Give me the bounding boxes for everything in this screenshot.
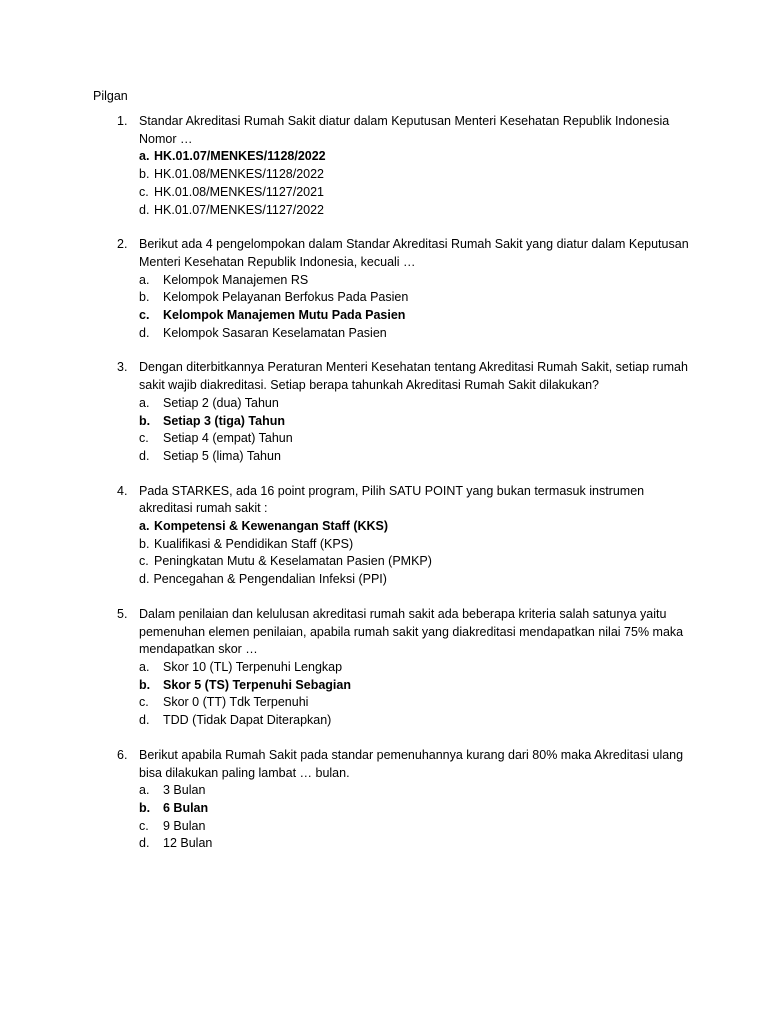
option-d: d. 12 Bulan xyxy=(139,836,213,851)
option-c: c. Kelompok Manajemen Mutu Pada Pasien xyxy=(139,308,406,323)
option-d: d. Setiap 5 (lima) Tahun xyxy=(139,448,281,463)
option-b: b. HK.01.08/MENKES/1128/2022 xyxy=(139,167,325,182)
option-c: c. 9 Bulan xyxy=(139,818,206,833)
option-a: a. Kompetensi & Kewenangan Staff (KKS) xyxy=(139,519,389,534)
option-b: b. Kualifikasi & Pendidikan Staff (KPS) xyxy=(139,536,354,551)
question-number: 1. xyxy=(117,114,128,128)
option-b: b. Setiap 3 (tiga) Tahun xyxy=(139,413,285,428)
option-d: d. Kelompok Sasaran Keselamatan Pasien xyxy=(139,325,387,340)
question-3 xyxy=(93,359,693,465)
option-a: a. 3 Bulan xyxy=(139,783,206,798)
question-2 xyxy=(93,236,693,342)
question-stem: Pada STARKES, ada 16 point program, Pilih SATU POINT yang bukan termasuk instrumen akreditasi rumah sakit : xyxy=(139,483,645,516)
question-stem: Standar Akreditasi Rumah Sakit diatur dalam Keputusan Menteri Kesehatan Republik Indonesia Nomor … xyxy=(139,114,670,146)
question-number: 6. xyxy=(117,747,128,762)
question-list xyxy=(93,113,693,870)
option-b: b. 6 Bulan xyxy=(139,800,209,815)
option-c: c. Peningkatan Mutu & Keselamatan Pasien (PMKP) xyxy=(139,554,432,569)
option-c: c. Setiap 4 (empat) Tahun xyxy=(139,431,293,446)
question-number: 2. xyxy=(117,237,128,252)
option-a: a. Setiap 2 (dua) Tahun xyxy=(139,395,279,410)
question-1 xyxy=(93,113,693,219)
question-stem: Dengan diterbitkannya Peraturan Menteri Kesehatan tentang Akreditasi Rumah Sakit, setiap rumah sakit wajib diakreditasi. Setiap berapa tahunkah Akreditasi Rumah Sakit dilakukan? xyxy=(139,360,688,393)
option-b: b. Kelompok Pelayanan Berfokus Pada Pasien xyxy=(139,290,409,305)
question-number: 4. xyxy=(117,483,128,498)
question-6 xyxy=(93,747,693,853)
question-stem: Berikut ada 4 pengelompokan dalam Standar Akreditasi Rumah Sakit yang diatur dalam Keputusan Menteri Kesehatan Republik Indonesia, kecuali … xyxy=(139,237,689,269)
option-d: d. HK.01.07/MENKES/1127/2022 xyxy=(139,202,325,217)
question-5 xyxy=(93,606,693,730)
option-a: a. HK.01.07/MENKES/1128/2022 xyxy=(139,149,326,164)
question-number: 5. xyxy=(117,606,128,621)
option-c: c. HK.01.08/MENKES/1127/2021 xyxy=(139,184,325,199)
option-b: b. Skor 5 (TS) Terpenuhi Sebagian xyxy=(139,677,351,692)
option-a: a. Kelompok Manajemen RS xyxy=(139,272,309,287)
document-heading: Pilgan xyxy=(93,89,128,103)
option-c: c. Skor 0 (TT) Tdk Terpenuhi xyxy=(139,695,309,710)
option-a: a. Skor 10 (TL) Terpenuhi Lengkap xyxy=(139,659,343,674)
option-d: d. TDD (Tidak Dapat Diterapkan) xyxy=(139,713,332,728)
question-stem: Berikut apabila Rumah Sakit pada standar pemenuhannya kurang dari 80% maka Akreditasi ulang bisa dilakukan paling lambat … bulan. xyxy=(139,747,684,780)
option-d: d. Pencegahan & Pengendalian Infeksi (PPI) xyxy=(139,572,387,587)
question-number: 3. xyxy=(117,360,128,375)
question-stem: Dalam penilaian dan kelulusan akreditasi rumah sakit ada beberapa kriteria salah satunya yaitu pemenuhan elemen penilaian, apabila rumah sakit yang diakreditasi mendapatkan nilai 75% maka mendapatkan skor … xyxy=(139,606,684,657)
question-4 xyxy=(93,483,693,589)
